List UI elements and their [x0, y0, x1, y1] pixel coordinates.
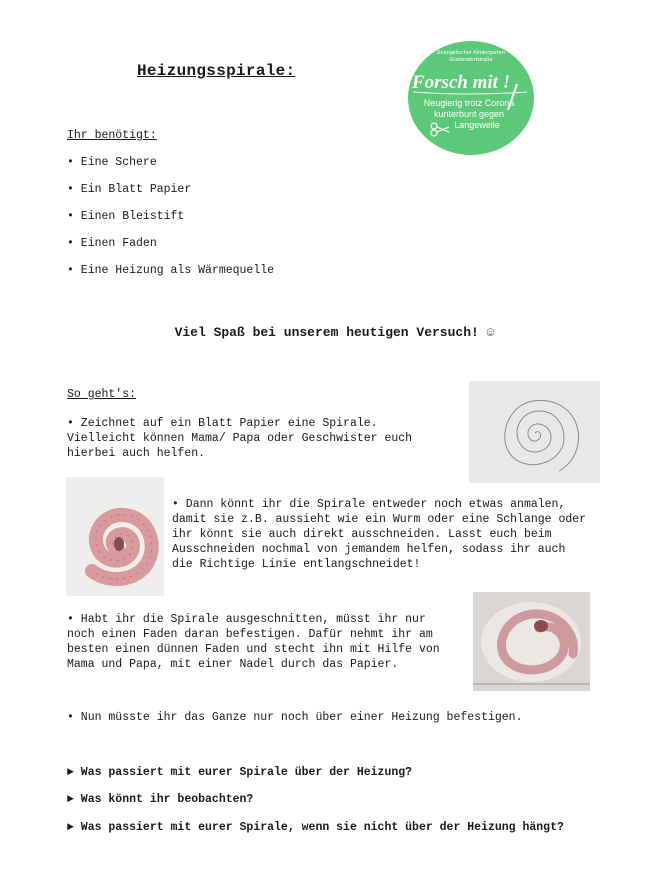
- step-2-line: die Richtige Linie entlangschneidet!: [172, 558, 421, 571]
- materials-list: [67, 156, 274, 291]
- step-3-line: besten einen dünnen Faden und stecht ihn mit Hilfe von: [67, 643, 440, 656]
- drawn-spiral-photo: [469, 381, 600, 483]
- svg-text:Forsch mit !: Forsch mit !: [411, 72, 511, 93]
- question-1: ► Was passiert mit eurer Spirale über der Heizung?: [67, 766, 413, 779]
- svg-text:Neugierig trotz Corona: Neugierig trotz Corona: [423, 98, 515, 108]
- cut-spiral-photo: [473, 592, 590, 691]
- step-1: [67, 416, 427, 461]
- list-item: • Eine Heizung als Wärmequelle: [67, 264, 275, 277]
- svg-text:Langeweile: Langeweile: [454, 120, 500, 130]
- forsch-mit-logo: [407, 40, 535, 156]
- page-title: Heizungsspirale:: [137, 62, 296, 80]
- motto-heading: Viel Spaß bei unserem heutigen Versuch! ☺: [174, 325, 495, 340]
- materials-label: Ihr benötigt:: [67, 129, 157, 142]
- step-2-line: ihr könnt sie auch direkt ausschneiden. Lasst euch beim: [172, 528, 552, 541]
- svg-text:Evangelischer Kindergarten: Evangelischer Kindergarten: [437, 50, 505, 56]
- question-3: ► Was passiert mit eurer Spirale, wenn sie nicht über der Heizung hängt?: [67, 821, 564, 834]
- painted-spiral-photo: [66, 477, 164, 596]
- list-item: • Eine Schere: [67, 156, 157, 169]
- steps-label: So geht's:: [67, 388, 137, 401]
- step-4: • Nun müsste ihr das Ganze nur noch über einer Heizung befestigen.: [67, 711, 523, 724]
- step-3: [67, 612, 462, 672]
- svg-text:kunterbunt gegen: kunterbunt gegen: [433, 109, 505, 119]
- step-2: [172, 497, 612, 572]
- step-2-line: Ausschneiden nochmal von jemandem helfen, sodass ihr auch: [172, 543, 566, 556]
- step-3-line: Mama und Papa, mit einer Nadel durch das Papier.: [67, 658, 399, 671]
- step-1-line: Vielleicht können Mama/ Papa oder Geschwister euch: [67, 432, 413, 445]
- step-3-line: • Habt ihr die Spirale ausgeschnitten, müsst ihr nur: [67, 613, 426, 626]
- step-3-line: noch einen Faden daran befestigen. Dafür nehmt ihr am: [67, 628, 433, 641]
- list-item: • Einen Faden: [67, 237, 157, 250]
- step-1-line: • Zeichnet auf ein Blatt Papier eine Spirale.: [67, 417, 378, 430]
- step-2-line: • Dann könnt ihr die Spirale entweder noch etwas anmalen,: [172, 498, 566, 511]
- list-item: • Ein Blatt Papier: [67, 183, 192, 196]
- step-2-line: damit sie z.B. aussieht wie ein Wurm oder eine Schlange oder: [172, 513, 587, 526]
- list-item: • Einen Bleistift: [67, 210, 185, 223]
- question-2: ► Was könnt ihr beobachten?: [67, 793, 254, 806]
- svg-text:Grabendorfstraße: Grabendorfstraße: [449, 57, 493, 63]
- step-1-line: hierbei auch helfen.: [67, 447, 206, 460]
